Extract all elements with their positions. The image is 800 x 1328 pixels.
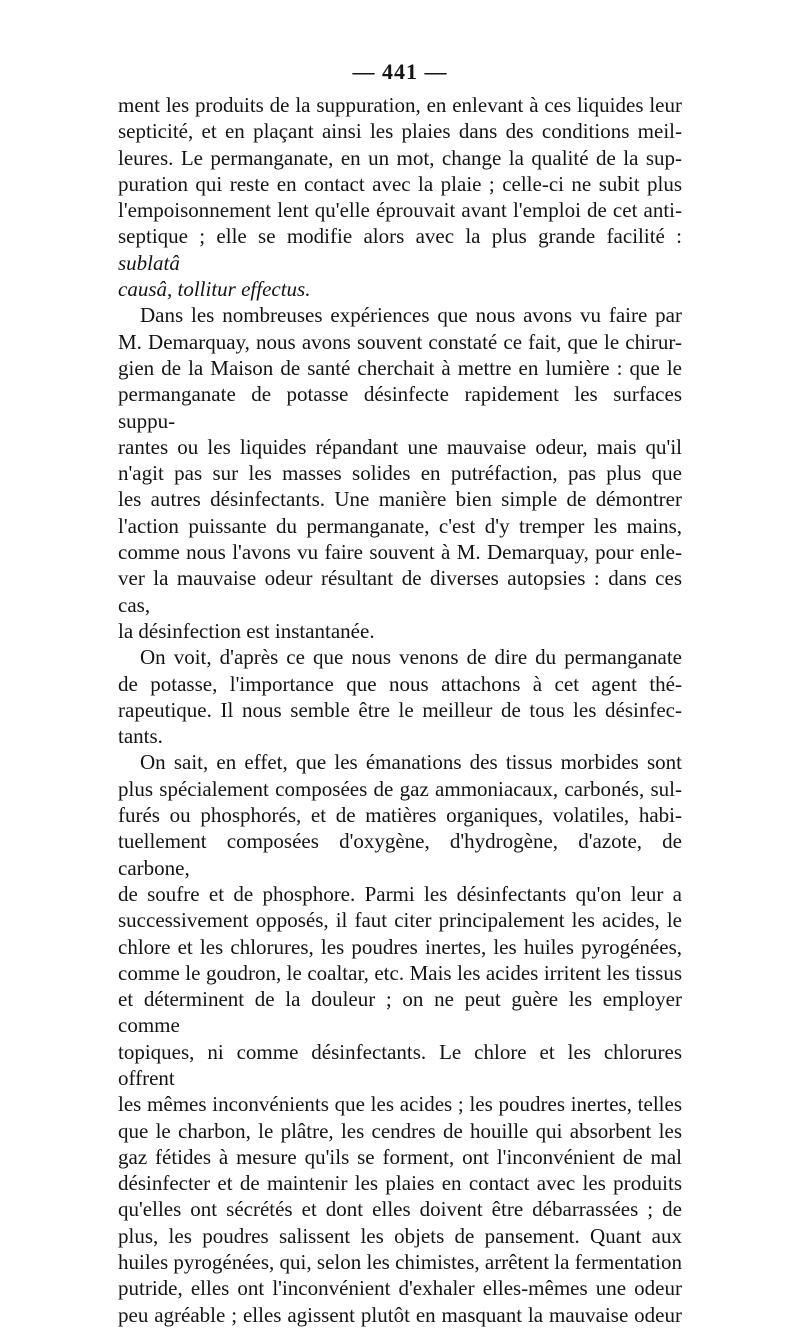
text-line: les autres désinfectants. Une manière bien simple de démontrer bbox=[118, 487, 682, 512]
page-number: — 441 — bbox=[352, 59, 448, 84]
text-line: furés ou phosphorés, et de matières organiques, volatiles, habi- bbox=[118, 803, 682, 828]
paragraph-4 bbox=[118, 749, 682, 1328]
text-line: permanganate de potasse désinfecte rapidement les surfaces suppu- bbox=[118, 382, 682, 433]
text-line: tuellement composées d'oxygène, d'hydrogène, d'azote, de carbone, bbox=[118, 829, 682, 880]
text-line: septicité, et en plaçant ainsi les plaies dans des conditions meil- bbox=[118, 119, 682, 144]
text-line: de soufre et de phosphore. Parmi les désinfectants qu'on leur a bbox=[118, 881, 682, 906]
text-line: rapeutique. Il nous semble être le meilleur de tous les désinfec- bbox=[118, 697, 682, 722]
text-line: rantes ou les liquides répandant une mauvaise odeur, mais qu'il bbox=[118, 434, 682, 459]
text-line: plus spécialement composées de gaz ammoniacaux, carbonés, sul- bbox=[118, 776, 682, 801]
text-line: que le charbon, le plâtre, les cendres de houille qui absorbent les bbox=[118, 1118, 682, 1143]
text-line: Dans les nombreuses expériences que nous avons vu faire par bbox=[140, 303, 682, 328]
text-line: puration qui reste en contact avec la plaie ; celle-ci ne subit plus bbox=[118, 171, 682, 196]
body-text bbox=[118, 92, 682, 1328]
text-line: ver la mauvaise odeur résultant de diverses autopsies : dans ces cas, bbox=[118, 566, 682, 617]
text-line: n'agit pas sur les masses solides en putréfaction, pas plus que bbox=[118, 461, 682, 486]
text-line: gien de la Maison de santé cherchait à mettre en lumière : que le bbox=[118, 355, 682, 380]
text-line: et déterminent de la douleur ; on ne peut guère les employer comme bbox=[118, 987, 682, 1038]
latin-phrase-end: causâ, tollitur effectus. bbox=[118, 277, 311, 302]
text-line: de potasse, l'importance que nous attachons à cet agent thé- bbox=[118, 671, 682, 696]
text-line: topiques, ni comme désinfectants. Le chlore et les chlorures offrent bbox=[118, 1039, 682, 1090]
text-line: plus, les poudres salissent les objets de pansement. Quant aux bbox=[118, 1223, 682, 1248]
text-line: qu'elles ont sécrétés et dont elles doivent être débarrassées ; de bbox=[118, 1197, 682, 1222]
book-page bbox=[118, 58, 682, 1328]
text-line: chlore et les chlorures, les poudres inertes, les huiles pyrogénées, bbox=[118, 934, 682, 959]
text-line: tants. bbox=[118, 724, 163, 749]
text-line: putride, elles ont l'inconvénient d'exhaler elles-mêmes une odeur bbox=[118, 1276, 682, 1301]
text-line: On voit, d'après ce que nous venons de dire du permanganate bbox=[140, 645, 682, 670]
text-line: successivement opposés, il faut citer principalement les acides, le bbox=[118, 908, 682, 933]
text-span: septique ; elle se modifie alors avec la plus grande facilité : bbox=[118, 224, 682, 249]
text-line: désinfecter et de maintenir les plaies en contact avec les produits bbox=[118, 1171, 682, 1196]
paragraph-1 bbox=[118, 92, 682, 302]
latin-phrase: sublatâ bbox=[118, 250, 180, 275]
text-line: l'action puissante du permanganate, c'est d'y tremper les mains, bbox=[118, 513, 682, 538]
text-line: huiles pyrogénées, qui, selon les chimistes, arrêtent la fermentation bbox=[118, 1250, 682, 1275]
text-line: gaz fétides à mesure qu'ils se forment, ont l'inconvénient de mal bbox=[118, 1144, 682, 1169]
text-line: l'empoisonnement lent qu'elle éprouvait avant l'emploi de cet anti- bbox=[118, 198, 682, 223]
paragraph-2 bbox=[118, 302, 682, 644]
text-line: peu agréable ; elles agissent plutôt en masquant la mauvaise odeur bbox=[118, 1302, 682, 1327]
paragraph-3 bbox=[118, 644, 682, 749]
text-line: la désinfection est instantanée. bbox=[118, 618, 375, 643]
text-line: les mêmes inconvénients que les acides ; les poudres inertes, telles bbox=[118, 1092, 682, 1117]
text-line bbox=[118, 223, 682, 276]
text-line: comme nous l'avons vu faire souvent à M. Demarquay, pour enle- bbox=[118, 540, 682, 565]
text-line: comme le goudron, le coaltar, etc. Mais les acides irritent les tissus bbox=[118, 960, 682, 985]
text-line: leures. Le permanganate, en un mot, change la qualité de la sup- bbox=[118, 145, 682, 170]
text-line: ment les produits de la suppuration, en enlevant à ces liquides leur bbox=[118, 93, 682, 117]
text-line: On sait, en effet, que les émanations des tissus morbides sont bbox=[140, 750, 682, 775]
text-line: M. Demarquay, nous avons souvent constaté ce fait, que le chirur- bbox=[118, 329, 682, 354]
